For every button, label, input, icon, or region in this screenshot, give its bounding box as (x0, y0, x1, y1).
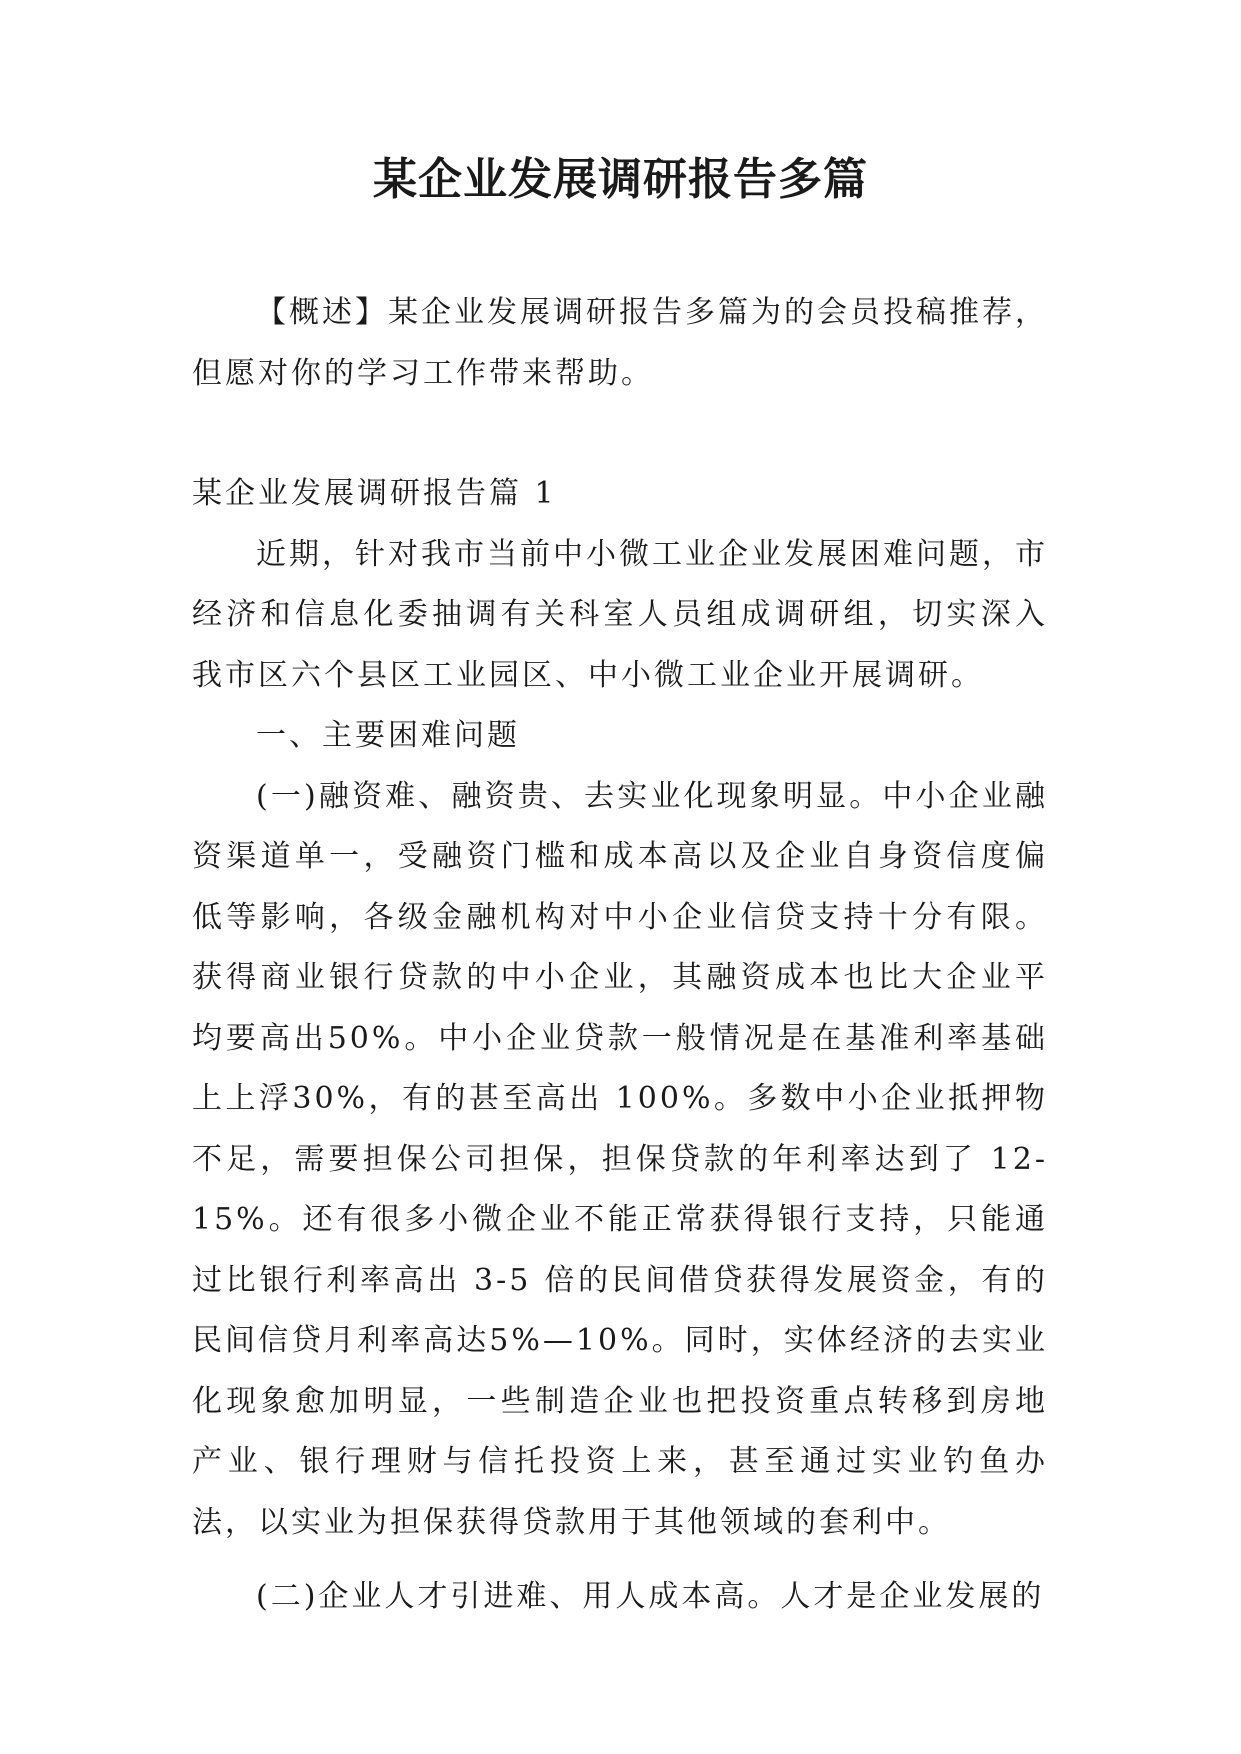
subheading: 一、主要困难问题 (256, 718, 520, 753)
body-paragraph: 近期，针对我市当前中小微工业企业发展困难问题，市经济和信息化委抽调有关科室人员组成调研组，切实深入我市区六个县区工业园区、中小微工业企业开展调研。 (192, 536, 1048, 693)
summary-paragraph: 【概述】某企业发展调研报告多篇为的会员投稿推荐，但愿对你的学习工作带来帮助。 (192, 295, 1048, 391)
document-title: 某企业发展调研报告多篇 (373, 154, 868, 205)
body-paragraph: (一)融资难、融资贵、去实业化现象明显。中小企业融资渠道单一，受融资门槛和成本高以及企业自身资信度偏低等影响，各级金融机构对中小企业信贷支持十分有限。获得商业银行贷款的中小企业，其融资成本也比大企业平均要高出50%。中小企业贷款一般情况是在基准利率基础上上浮30%，有的甚至高出 100%。多数中小企业抵押物不足，需要担保公司担保，担保贷款的年利率达到了 12-15%。还有很多小微企业不能正常获得银行支持，只能通过比银行利率高出 3-5 倍的民间借贷获得发展资金，有的民间信贷月利率高达5%—10%。同时，实体经济的去实业化现象愈加明显，一些制造企业也把投资重点转移到房地产业、银行理财与信托投资上来，甚至通过实业钓鱼办法，以实业为担保获得贷款用于其他领域的套利中。 (192, 778, 1048, 1540)
document-body (192, 283, 1048, 1628)
body-paragraph: (二)企业人才引进难、用人成本高。人才是企业发展的 (256, 1579, 1045, 1614)
section-title: 某企业发展调研报告篇 1 (192, 476, 557, 511)
